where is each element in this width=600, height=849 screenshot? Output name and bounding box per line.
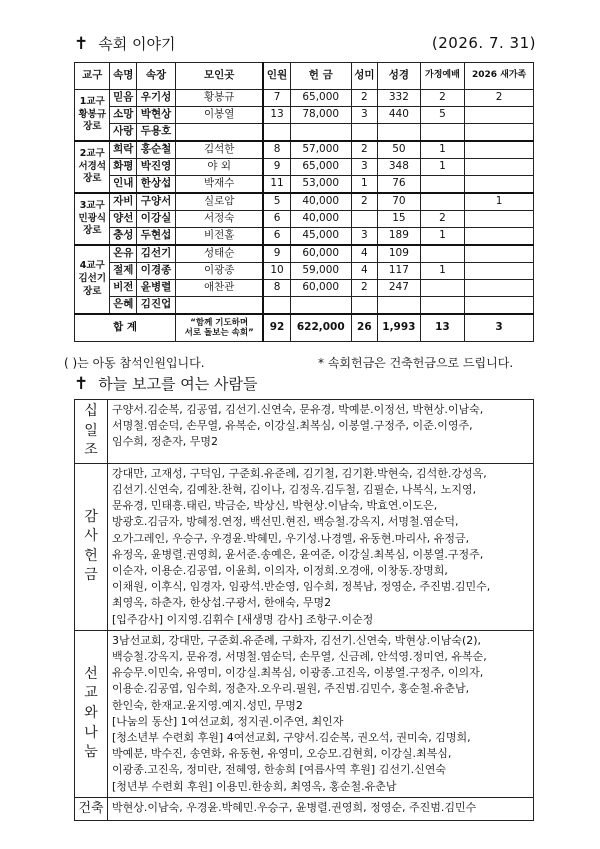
table-cell: 실로암 — [176, 193, 264, 211]
table-cell: 홍순철 — [136, 141, 175, 159]
name-line: 이광종.고진옥, 정미란, 전혜영, 한송희 [여름사역 후원] 김선기.신연숙 — [112, 763, 446, 777]
offering-table — [74, 399, 534, 821]
name-line: 최영옥, 하춘자, 한상섭.구광서, 한애숙, 무명2 — [112, 596, 332, 610]
table-row — [75, 263, 534, 280]
table-row — [75, 211, 534, 228]
table-cell: 65,000 — [290, 90, 351, 107]
table-cell — [465, 211, 534, 228]
name-line: 임수희, 정춘자, 무명2 — [112, 435, 218, 449]
table-cell — [465, 141, 534, 159]
offering-note: * 속회헌금은 건축헌금으로 드립니다. — [318, 356, 514, 370]
name-line: 김선기.신연숙, 김예찬.찬혁, 김이나, 김정옥.김두철, 김필순, 나복식, 노지영, — [112, 482, 477, 496]
table-cell: 우기성 — [136, 90, 175, 107]
table-cell: 황봉규 — [176, 90, 264, 107]
total-cell: 13 — [420, 314, 465, 342]
table-cell — [263, 124, 290, 142]
table-cell — [290, 124, 351, 142]
table-cell: 비전 — [110, 280, 136, 297]
table-cell: 1 — [351, 176, 377, 194]
table-cell: 야 외 — [176, 159, 264, 176]
table-row — [75, 280, 534, 297]
column-header: 교구 — [75, 63, 110, 90]
table-cell: 윤병렬 — [136, 280, 175, 297]
total-cell: 92 — [263, 314, 290, 342]
table-row — [75, 297, 534, 315]
column-header: 속장 — [136, 63, 175, 90]
table-cell: 사랑 — [110, 124, 136, 142]
district-label: 1교구 황봉규 장로 — [75, 90, 110, 142]
name-line: 백승철.강옥지, 문유경, 서명철.염순덕, 손무열, 신금례, 안석영.정미연, 유복순, — [112, 650, 487, 664]
table-cell: 40,000 — [290, 211, 351, 228]
table-cell: 4 — [351, 245, 377, 263]
table-cell: 247 — [378, 280, 421, 297]
table-cell: 440 — [378, 107, 421, 124]
name-line: 서명철.염순덕, 손무열, 유복순, 이강실.최복심, 이봉열.구정주, 이준.이영주, — [112, 419, 473, 433]
table-cell — [351, 124, 377, 142]
table-cell: 믿음 — [110, 90, 136, 107]
total-cell: 1,993 — [378, 314, 421, 342]
name-line: 방광호.김금자, 방혜정.연정, 백선민.현진, 백승철.강옥지, 서명철.염순덕, — [112, 515, 459, 529]
table-cell: 6 — [263, 228, 290, 246]
table-cell: 65,000 — [290, 159, 351, 176]
table-cell: 박현상 — [136, 107, 175, 124]
table-row — [75, 141, 534, 159]
district-label: 4교구 김선기 장로 — [75, 245, 110, 314]
column-header: 헌 금 — [290, 63, 351, 90]
table-row — [75, 193, 534, 211]
table-cell: 이광종 — [176, 263, 264, 280]
table-cell: 구양서 — [136, 193, 175, 211]
table-cell: 김석한 — [176, 141, 264, 159]
table-cell: 117 — [378, 263, 421, 280]
offering-names — [108, 630, 534, 797]
table-cell: 8 — [263, 280, 290, 297]
table-cell: 절제 — [110, 263, 136, 280]
table-cell: 4 — [351, 263, 377, 280]
table-cell: 2 — [351, 141, 377, 159]
name-line: 이순자, 이용순.김공엽, 이윤희, 이의자, 이정희.오경애, 이창동.장명희, — [112, 564, 448, 577]
name-line: 한인숙, 한재교.윤지영.예지.성민, 무명2 — [112, 698, 303, 712]
table-cell: 김진업 — [136, 297, 175, 315]
name-line: [청년부 수련회 후원] 이용민.한송희, 최영옥, 홍순철.유춘남 — [112, 779, 397, 793]
name-line: 이채원, 이후식, 임경자, 임광석.반순영, 임수희, 정복남, 정영순, 주진범.김민수, — [112, 580, 491, 594]
table-cell: 충성 — [110, 228, 136, 246]
table-cell: 2 — [351, 280, 377, 297]
offering-category: 건축 — [75, 797, 108, 820]
table-cell — [465, 159, 534, 176]
offering-category: 십 일 조 — [75, 400, 108, 464]
total-cell: 26 — [351, 314, 377, 342]
table-cell — [176, 297, 264, 315]
column-header: 가정예배 — [420, 63, 465, 90]
column-header: 2026 새가족 — [465, 63, 534, 90]
table-cell — [420, 176, 465, 194]
table-cell: 2 — [420, 211, 465, 228]
total-row — [75, 314, 534, 342]
offering-category: 선 교 와 나 눔 — [75, 630, 108, 797]
table-cell — [420, 297, 465, 315]
table-cell: 70 — [378, 193, 421, 211]
table-cell — [378, 124, 421, 142]
table-cell: 109 — [378, 245, 421, 263]
cell-group-table — [74, 62, 534, 342]
table-cell: 두용호 — [136, 124, 175, 142]
table-cell: 5 — [263, 193, 290, 211]
table-row — [75, 107, 534, 124]
total-cell: 622,000 — [290, 314, 351, 342]
name-line: 유승무.이민숙, 유영미, 이강실.최복심, 이광종.고진옥, 이봉열.구정주, 이의자, — [112, 666, 484, 680]
table-cell: 1 — [420, 159, 465, 176]
section-title-text: 하늘 보고를 여는 사람들 — [98, 375, 258, 393]
table-cell: 이강실 — [136, 211, 175, 228]
table-cell: 이경종 — [136, 263, 175, 280]
table-cell: 비전홀 — [176, 228, 264, 246]
district-label: 2교구 서경석 장로 — [75, 141, 110, 193]
table-cell: 6 — [263, 211, 290, 228]
name-line: 오가그레인, 우승구, 우경윤.박혜민, 우기성.나경엘, 유동현.마리사, 유정금, — [112, 531, 470, 545]
table-cell: 인내 — [110, 176, 136, 194]
table-cell: 1 — [420, 263, 465, 280]
offering-row — [75, 630, 534, 797]
table-cell: 한상섭 — [136, 176, 175, 194]
table-cell: 2 — [420, 90, 465, 107]
table-cell: 서정숙 — [176, 211, 264, 228]
table-cell: 은혜 — [110, 297, 136, 315]
table-cell: 60,000 — [290, 280, 351, 297]
table-cell: 348 — [378, 159, 421, 176]
name-line: [나눔의 동산] 1여선교회, 정지권.이주연, 최인자 — [112, 714, 344, 728]
table-cell: 2 — [351, 193, 377, 211]
name-line: 박현상.이남숙, 우경윤.박혜민.우승구, 윤병렬.권영희, 정영순, 주진범.김민수 — [112, 800, 477, 814]
table-cell: 59,000 — [290, 263, 351, 280]
table-cell: 40,000 — [290, 193, 351, 211]
table-cell: 성태순 — [176, 245, 264, 263]
name-line: 구양서.김순복, 김공엽, 김선기.신연숙, 문유경, 박예분.이정선, 박현상.이남숙, — [112, 403, 484, 416]
district-label: 3교구 민광식 장로 — [75, 193, 110, 245]
table-cell: 박진영 — [136, 159, 175, 176]
table-cell — [290, 297, 351, 315]
table-cell: 1 — [465, 193, 534, 211]
table-cell: 332 — [378, 90, 421, 107]
table-cell: 화평 — [110, 159, 136, 176]
table-cell: 53,000 — [290, 176, 351, 194]
name-line: 이용순.김공엽, 임수희, 정춘자.오우리.필원, 주진범.김민수, 홍순철.유춘남, — [112, 682, 470, 696]
table-cell — [465, 107, 534, 124]
table-cell — [351, 211, 377, 228]
table-header-row — [75, 63, 534, 90]
table-cell — [420, 124, 465, 142]
table-cell: 50 — [378, 141, 421, 159]
offering-row — [75, 463, 534, 630]
name-line: [입주감사] 이지영.김휘수 [새생명 감사] 조항구.이순정 — [112, 612, 374, 626]
table-cell: 78,000 — [290, 107, 351, 124]
name-line: 3남선교회, 강대만, 구준회.유준례, 구화자, 김선기.신연숙, 박현상.이남숙(2), — [112, 633, 482, 647]
table-cell: 1 — [420, 228, 465, 246]
table-cell: 박재수 — [176, 176, 264, 194]
name-line: [청소년부 수련회 후원] 4여선교회, 구양서.김순복, 권오석, 권미숙, 김명희, — [112, 731, 471, 745]
table-cell: 76 — [378, 176, 421, 194]
table-cell — [378, 297, 421, 315]
table-cell — [465, 176, 534, 194]
table-cell: 자비 — [110, 193, 136, 211]
total-cell: 3 — [465, 314, 534, 342]
table-cell: 9 — [263, 245, 290, 263]
table-row — [75, 176, 534, 194]
table-cell — [351, 297, 377, 315]
table-cell: 15 — [378, 211, 421, 228]
column-header: 성미 — [351, 63, 377, 90]
table-cell: 57,000 — [290, 141, 351, 159]
table-cell — [465, 245, 534, 263]
offering-row — [75, 400, 534, 464]
table-row — [75, 124, 534, 142]
table-row — [75, 159, 534, 176]
section-title-meetings — [74, 33, 175, 54]
name-line: 유정옥, 윤병렬.권영희, 윤서준.송예은, 윤여준, 이강실.최복심, 이봉열.구정주, — [112, 547, 484, 561]
offering-category: 감 사 헌 금 — [75, 463, 108, 630]
section-title-text: 속회 이야기 — [98, 35, 176, 53]
table-cell: 온유 — [110, 245, 136, 263]
name-line: 문유경, 민태흥.태린, 박금순, 박상신, 박현상.이남숙, 박효연.이도은, — [112, 499, 438, 513]
table-row — [75, 245, 534, 263]
cross-icon: ✝ — [74, 373, 89, 394]
table-cell: 두현섭 — [136, 228, 175, 246]
table-cell: 45,000 — [290, 228, 351, 246]
table-cell: 3 — [351, 159, 377, 176]
table-cell: 3 — [351, 228, 377, 246]
table-cell — [465, 124, 534, 142]
table-cell — [465, 297, 534, 315]
table-cell — [420, 280, 465, 297]
table-cell — [420, 193, 465, 211]
table-cell — [465, 228, 534, 246]
column-header: 인원 — [263, 63, 290, 90]
table-cell: 8 — [263, 141, 290, 159]
table-cell: 애찬관 — [176, 280, 264, 297]
table-cell: 소망 — [110, 107, 136, 124]
table-cell: 1 — [420, 141, 465, 159]
column-header: 성경 — [378, 63, 421, 90]
table-cell: 60,000 — [290, 245, 351, 263]
name-line: 강대만, 고재성, 구덕임, 구준회.유준례, 김기철, 김기환.박현숙, 김석한.강성옥, — [112, 466, 487, 480]
table-cell — [420, 245, 465, 263]
offering-row — [75, 797, 534, 820]
total-label: 합 계 — [75, 314, 176, 342]
table-cell: 양선 — [110, 211, 136, 228]
table-row — [75, 90, 534, 107]
table-cell: 5 — [420, 107, 465, 124]
table-cell — [465, 280, 534, 297]
table-cell: 189 — [378, 228, 421, 246]
motto: “함께 기도하며 서로 돌보는 속회” — [176, 314, 264, 342]
table-cell: 7 — [263, 90, 290, 107]
section-title-offerings — [74, 373, 257, 394]
table-cell: 2 — [465, 90, 534, 107]
report-date: (2026. 7. 31) — [431, 34, 536, 52]
offering-names — [108, 797, 534, 820]
offering-names — [108, 463, 534, 630]
table-cell: 이봉열 — [176, 107, 264, 124]
cross-icon: ✝ — [74, 33, 89, 54]
name-line: 박예분, 박수진, 송연화, 유동현, 유영미, 오승모.김현희, 이강실.최복심, — [112, 747, 452, 761]
column-header: 모인곳 — [176, 63, 264, 90]
table-cell: 희락 — [110, 141, 136, 159]
table-cell: 김선기 — [136, 245, 175, 263]
children-note: ( )는 아동 참석인원입니다. — [64, 356, 205, 370]
table-cell: 13 — [263, 107, 290, 124]
table-cell: 11 — [263, 176, 290, 194]
column-header: 속명 — [110, 63, 136, 90]
table-cell: 9 — [263, 159, 290, 176]
offering-names — [108, 400, 534, 464]
table-cell — [465, 263, 534, 280]
table-cell — [176, 124, 264, 142]
table-row — [75, 228, 534, 246]
table-cell — [263, 297, 290, 315]
table-cell: 3 — [351, 107, 377, 124]
table-cell: 10 — [263, 263, 290, 280]
table-cell: 2 — [351, 90, 377, 107]
